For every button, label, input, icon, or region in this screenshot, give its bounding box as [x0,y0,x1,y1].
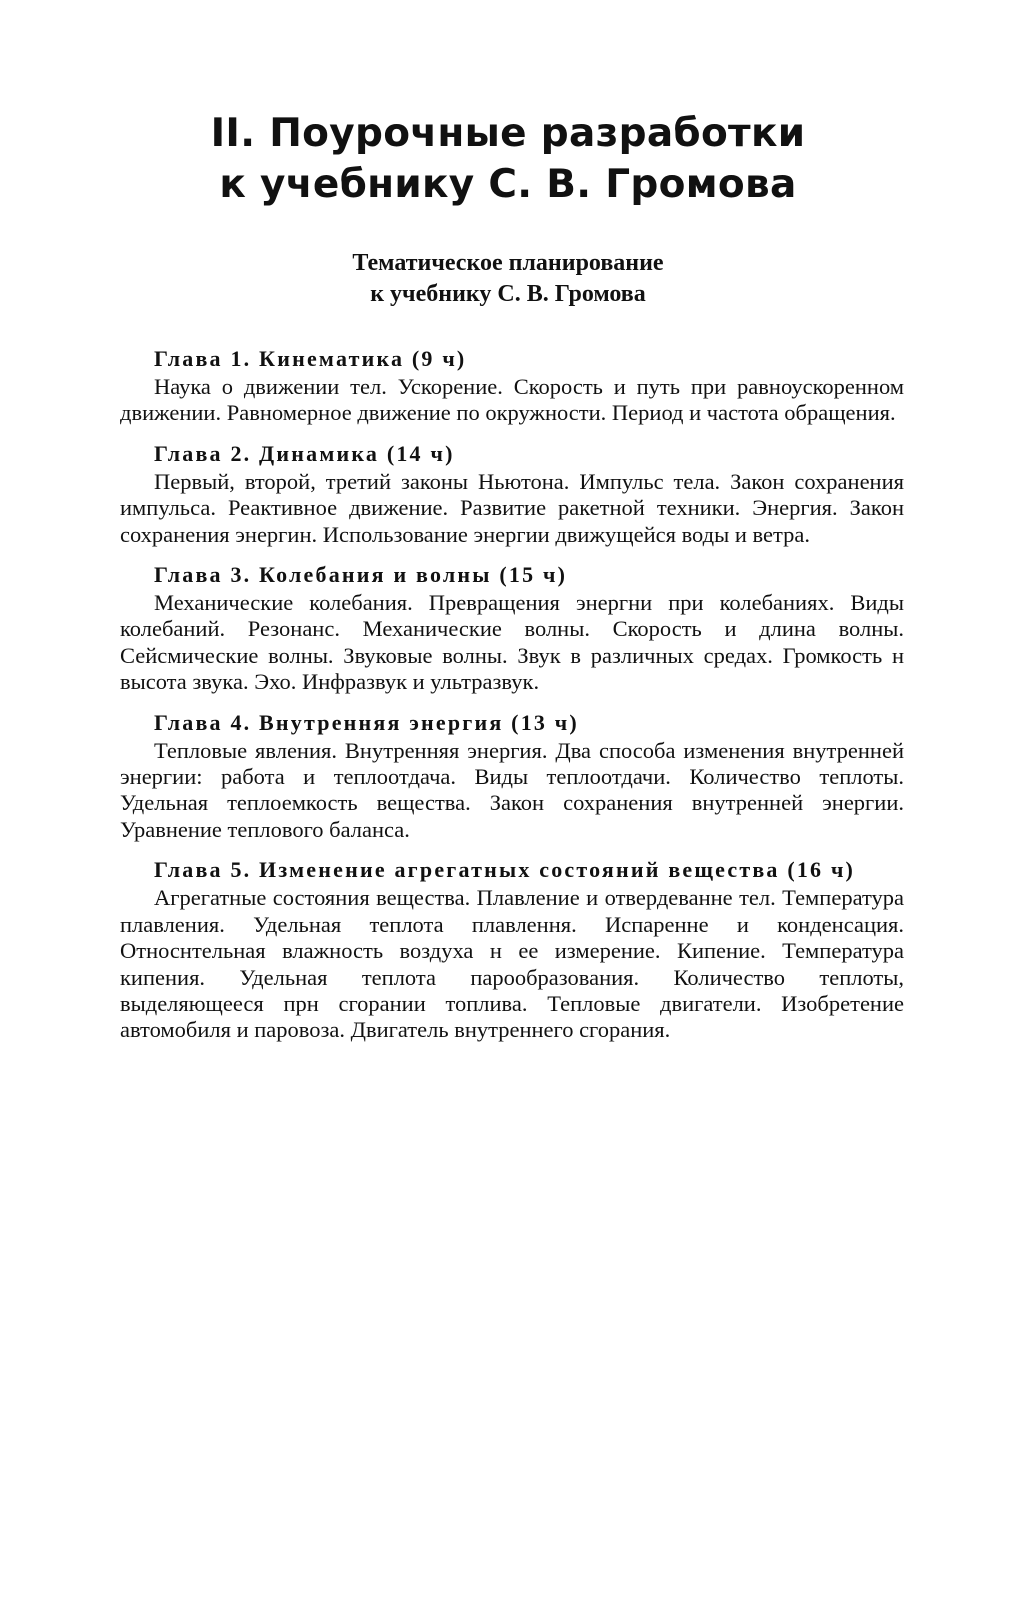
chapter-description: Наука о движении тел. Ускорение. Скорость и путь при равноускоренном движении. Равномерное движение по окружности. Период и частота обращения. [120,374,904,426]
chapter-description: Механические колебания. Превращения энергни при колебаниях. Виды колебаний. Резонанс. Механические волны. Скорость и длина волны. Сейсмические волны. Звуковые волны. Звук в различных средах. Громкость н высота звука. Эхо. Инфразвук и ультразвук. [120,590,904,695]
section-subtitle-line-2: к учебнику С. В. Громова [370,281,646,307]
chapter-description: Тепловые явления. Внутренняя энергия. Два способа изменения внутренней энергии: работа и теплоотдача. Виды теплоотдачи. Количество теплоты. Удельная теплоемкость вещества. Закон сохранения внутренней энергии. Уравнение теплового баланса. [120,737,904,842]
chapter-description: Агрегатные состояния вещества. Плавление и отвердеванне тел. Температура плавления. Удельная теплота плавлення. Испаренне и конденсация. Относнтельная влажность воздуха н ее измерение. Кипение. Температура кипения. Удельная теплота парообразования. Количество теплоты, выделяющееся прн сгорании топлива. Тепловые двигатели. Изобретение автомобиля и паровоза. Двигатель внутреннего сгорания. [120,885,904,1043]
section-subtitle-line-1: Тематическое планирование [352,250,664,276]
chapter-2 [120,441,904,548]
page-title-line-2: к учебнику С. В. Громова [219,162,797,207]
section-subtitle [0,248,1016,310]
chapter-heading: Глава 2. Динамика (14 ч) [154,440,455,466]
chapter-heading: Глава 5. Изменение агрегатных состояний вещества (16 ч) [154,857,856,883]
chapter-1 [120,346,904,427]
chapter-heading: Глава 3. Колебания и волны (15 ч) [154,562,568,588]
chapter-description: Первый, второй, третий законы Ньютона. Импульс тела. Закон сохранения импульса. Реактивное движение. Развитие ракетной техники. Энергия. Закон сохранения энергин. Использование энергии движущейся воды и ветра. [120,468,904,547]
chapter-heading: Глава 1. Кинематика (9 ч) [154,346,467,371]
page-title [0,108,1016,210]
chapter-3 [120,562,904,696]
chapter-list [120,346,904,1058]
chapter-heading: Глава 4. Внутренняя энергия (13 ч) [154,709,579,735]
page-title-line-1: II. Поурочные разработки [210,111,806,156]
chapter-4 [120,710,904,844]
chapter-5 [120,857,904,1043]
